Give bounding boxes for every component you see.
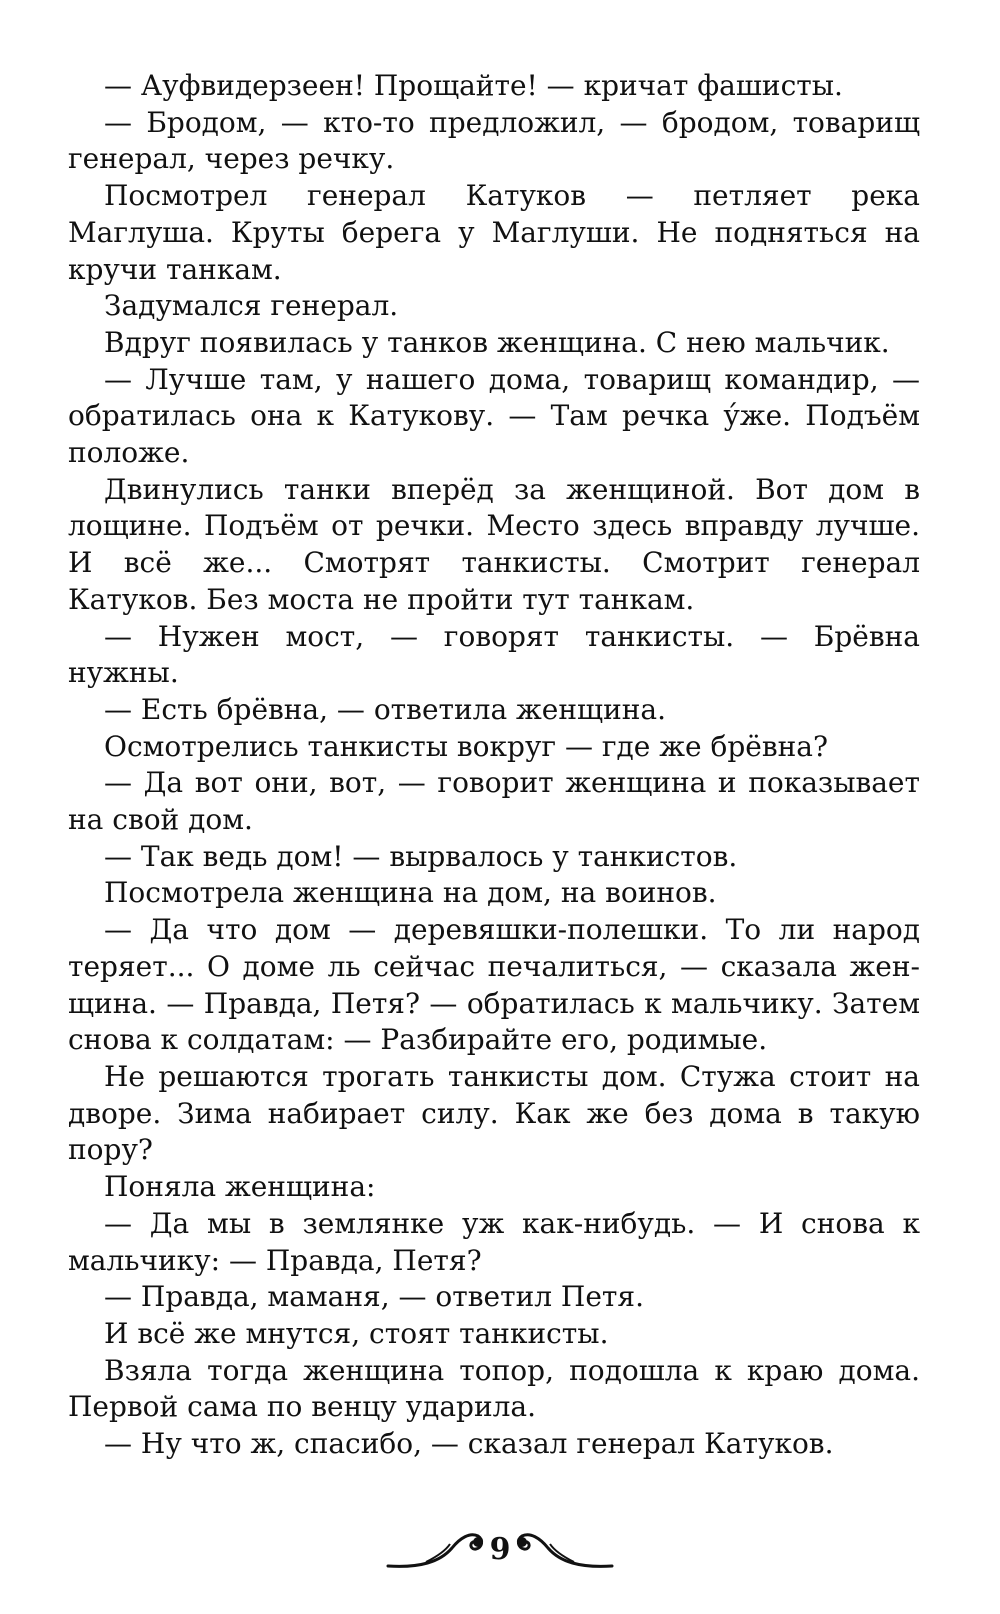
swirl-ornament-icon (380, 1518, 620, 1578)
paragraph: — Да вот они, вот, — говорит женщина и показывает на свой дом. (68, 766, 920, 837)
paragraph: Вдруг появилась у танков женщина. С нею мальчик. (104, 325, 890, 359)
paragraph: Не решаются трогать танкисты дом. Стужа стоит на дворе. Зима набирает силу. Как же без дома в такую пору? (68, 1059, 920, 1167)
paragraph: Задумался генерал. (104, 289, 399, 323)
paragraph: — Ауфвидерзеен! Прощайте! — кричат фашисты. (104, 69, 843, 102)
paragraph: Поняла женщина: (104, 1170, 376, 1204)
paragraph: Посмотрел генерал Катуков — петляет река Маглуша. Круты берега у Маглуши. Не подняться на кручи танкам. (68, 179, 920, 286)
paragraph: — Есть брёвна, — ответила женщина. (104, 692, 666, 726)
paragraph: — Лучше там, у нашего дома, товарищ командир, — обратилась она к Катукову. — Там речка у́же. Подъём положе. (68, 362, 920, 470)
paragraph: — Ну что ж, спасибо, — сказал генерал Катуков. (104, 1427, 834, 1461)
page-number: 9 (489, 1532, 511, 1567)
paragraph: Посмотрела женщина на дом, на воинов. (104, 876, 717, 910)
paragraph: — Нужен мост, — говорят танкисты. — Брёвна нужны. (68, 619, 920, 690)
page-folio (0, 1518, 1000, 1578)
paragraph: — Так ведь дом! — вырвалось у танкистов. (104, 839, 738, 873)
paragraph: Взяла тогда женщина топор, подошла к краю дома. Первой сама по венцу ударила. (68, 1353, 920, 1424)
paragraph: — Правда, маманя, — ответил Петя. (104, 1280, 644, 1314)
paragraph: Двинулись танки вперёд за женщиной. Вот дом в лощине. Подъём от речки. Место здесь вправду лучше. И всё же... Смотрят танкисты. Смотрит генерал Катуков. Без моста не пройти тут танкам. (68, 472, 920, 616)
paragraph: — Да что дом — деревяшки-полешки. То ли народ теряет... О доме ль сейчас печалиться, — сказала женщина. — Правда, Петя? — обратилась к мальчику. Затем снова к солдатам: — Разбирайте его, родимые. (68, 913, 920, 1057)
paragraph: — Да мы в землянке уж как-нибудь. — И снова к мальчику: — Правда, Петя? (68, 1206, 920, 1277)
paragraph: Осмотрелись танкисты вокруг — где же брёвна? (104, 729, 828, 763)
paragraph: — Бродом, — кто-то предложил, — бродом, товарищ генерал, через речку. (68, 105, 920, 176)
paragraph: И всё же мнутся, стоят танкисты. (104, 1316, 609, 1350)
page-body (68, 68, 920, 1463)
